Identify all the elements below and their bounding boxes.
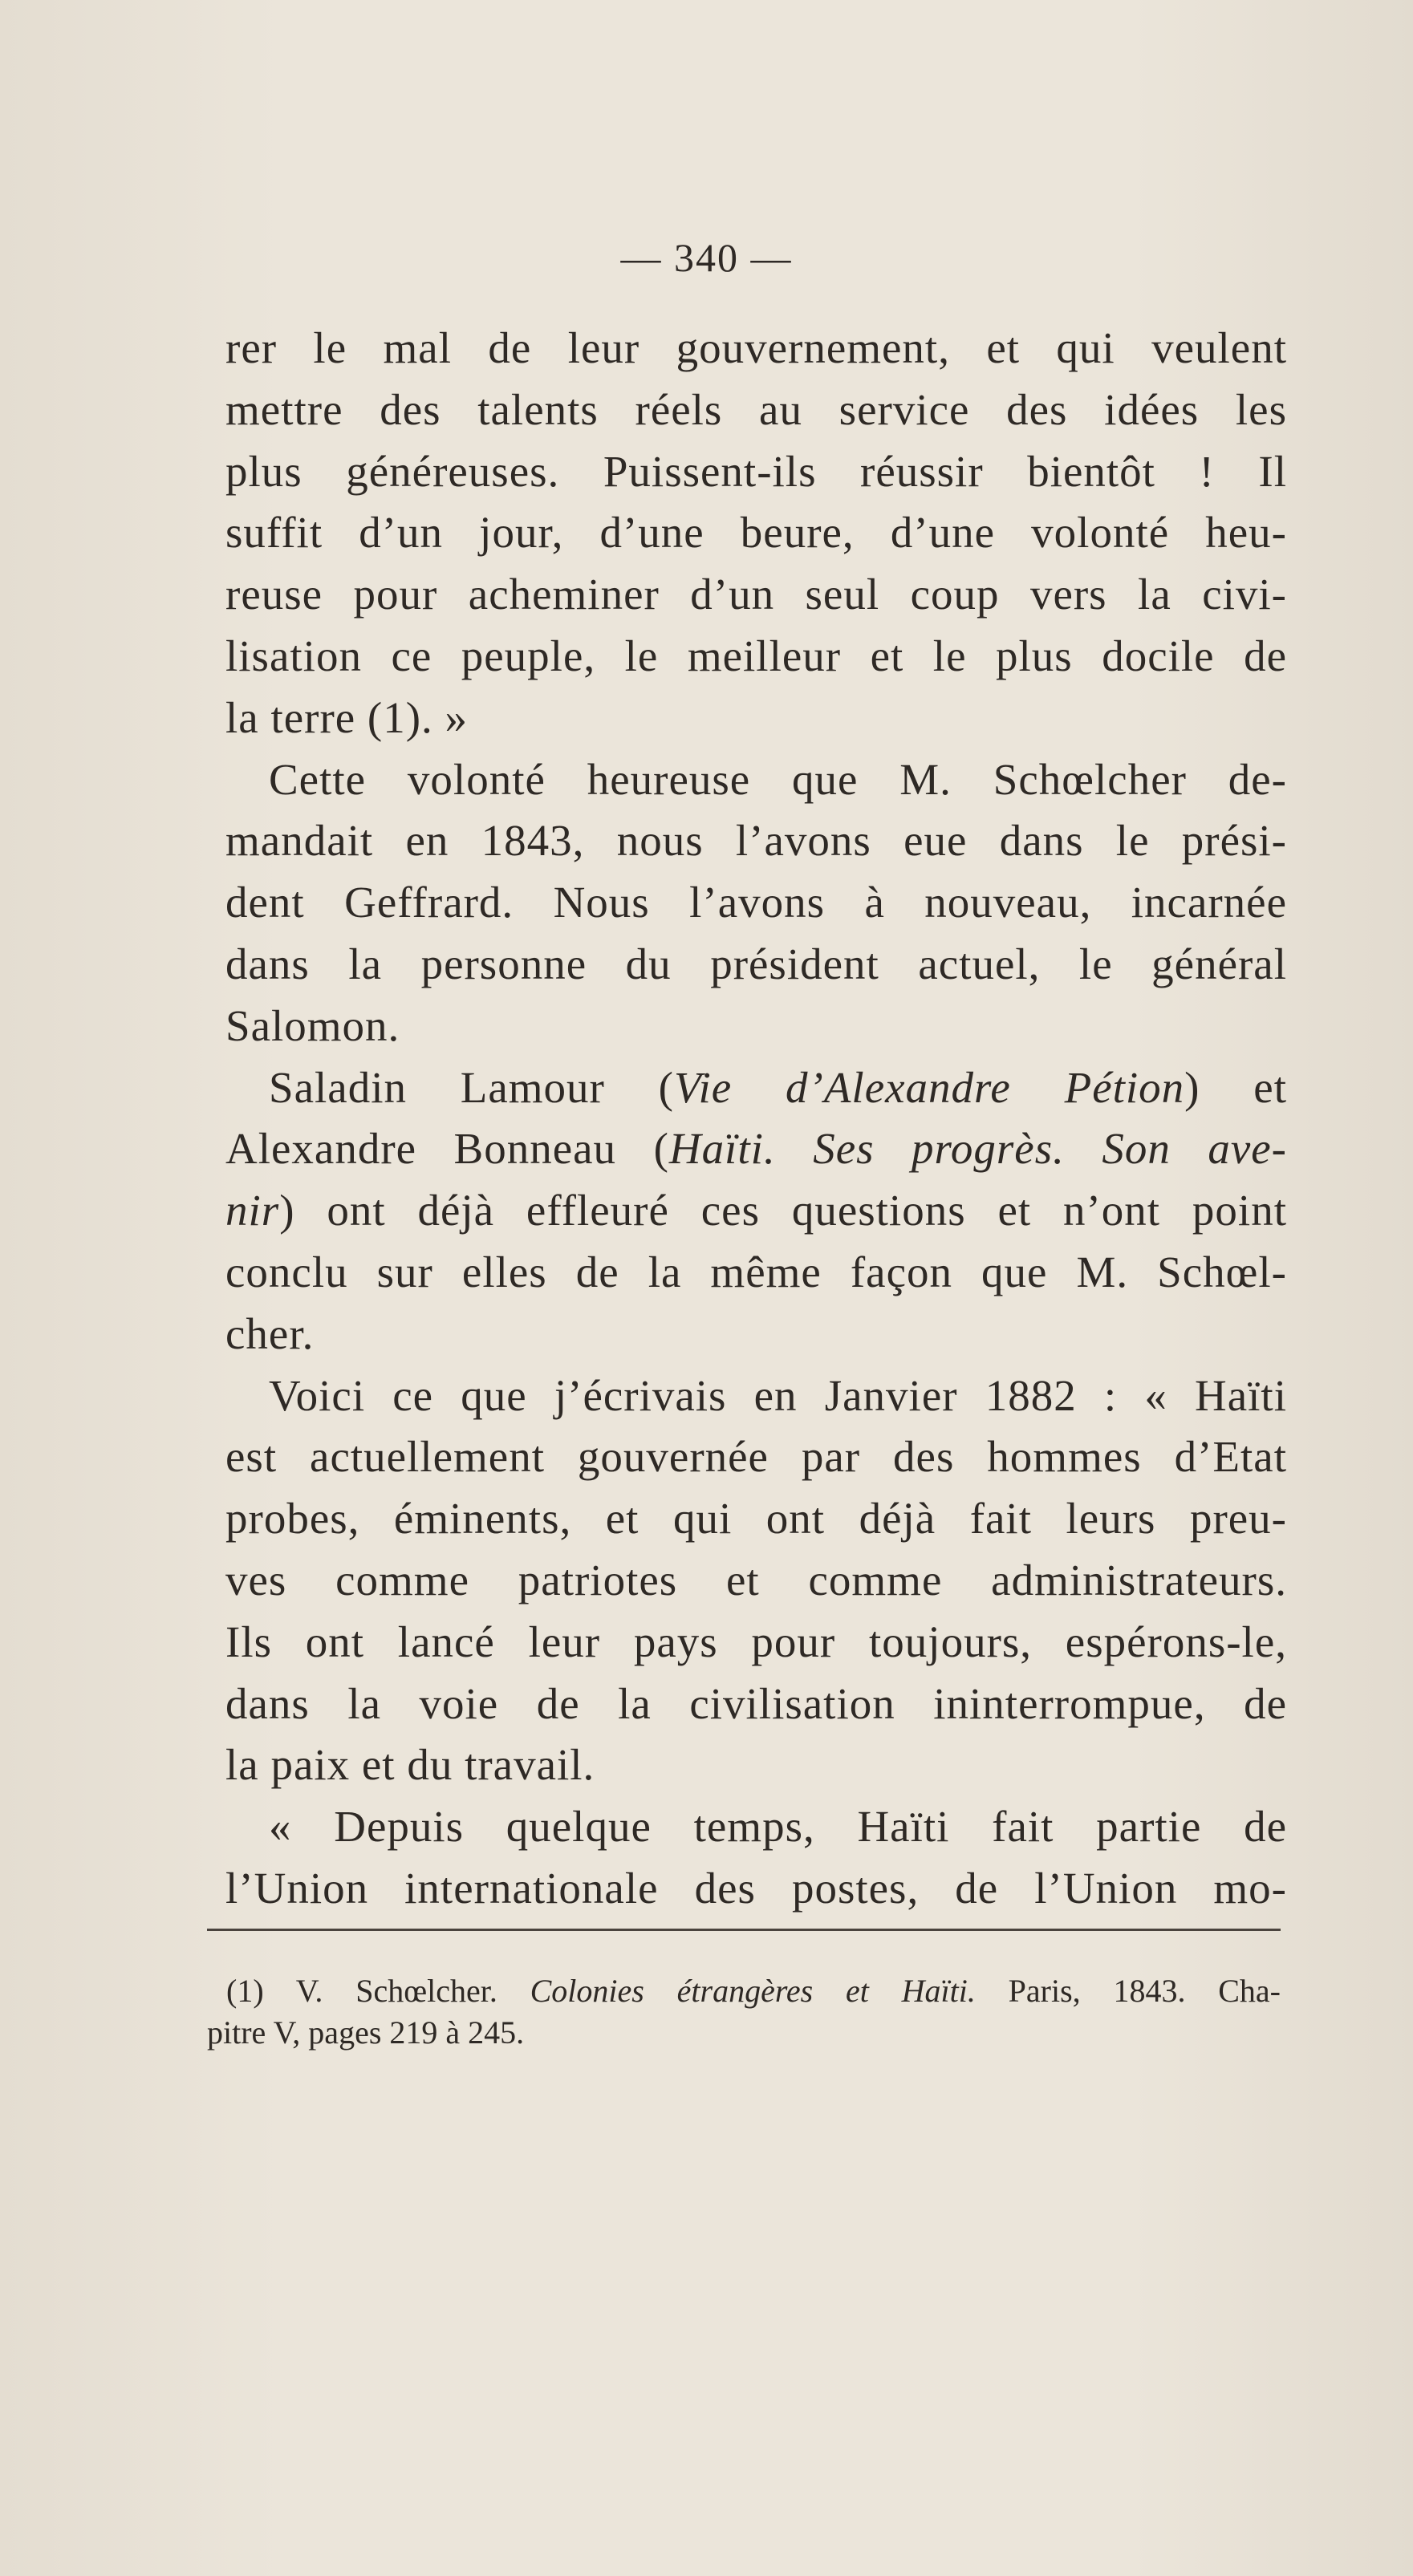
text-line	[225, 810, 1287, 872]
italic-text: Vie d’Alexandre Pétion	[674, 1062, 1185, 1112]
text-line	[225, 1673, 1287, 1735]
text-segment: Voici ce que j’écrivais en Janvier 1882 : « Haïti	[269, 1370, 1287, 1420]
text-segment: l’Union internationale des postes, de l’Union mo-	[225, 1863, 1287, 1913]
text-line	[225, 1550, 1287, 1612]
italic-text: nir	[225, 1186, 280, 1235]
text-line	[225, 1858, 1287, 1920]
text-segment: la terre (1). »	[225, 692, 469, 742]
footnote-rule	[207, 1929, 1281, 1931]
text-line	[225, 1180, 1287, 1242]
text-segment: est actuellement gouvernée par des hommes d’Etat	[225, 1432, 1287, 1482]
text-line	[225, 996, 1287, 1057]
text-line	[225, 318, 1287, 379]
text-segment: cher.	[225, 1308, 315, 1358]
text-line	[225, 379, 1287, 441]
text-segment: reuse pour acheminer d’un seul coup vers la civi-	[225, 570, 1287, 619]
text-segment: Cette volonté heureuse que M. Schœlcher de-	[269, 754, 1287, 804]
text-line	[225, 1365, 1287, 1427]
footnote-line	[207, 1970, 1281, 2012]
text-line	[225, 749, 1287, 811]
text-segment: la paix et du travail.	[225, 1740, 595, 1790]
text-line	[225, 688, 1287, 749]
text-line	[225, 626, 1287, 688]
text-segment: conclu sur elles de la même façon que M. Schœl-	[225, 1247, 1287, 1296]
text-line	[225, 1612, 1287, 1673]
text-line	[225, 564, 1287, 626]
text-segment: Paris, 1843. Cha-	[975, 1973, 1281, 2009]
text-line	[225, 1796, 1287, 1858]
text-segment: dans la personne du président actuel, le général	[225, 939, 1287, 988]
text-segment: suffit d’un jour, d’une beure, d’une volonté heu-	[225, 508, 1287, 558]
footnote-line	[207, 2012, 1281, 2054]
text-segment: « Depuis quelque temps, Haïti fait partie de	[269, 1802, 1287, 1852]
text-line	[225, 1426, 1287, 1488]
text-segment: rer le mal de leur gouvernement, et qui veulent	[225, 323, 1287, 372]
text-line	[225, 1304, 1287, 1365]
text-segment: lisation ce peuple, le meilleur et le plus docile de	[225, 631, 1287, 680]
text-segment: plus généreuses. Puissent-ils réussir bientôt ! Il	[225, 446, 1287, 496]
text-line	[225, 1734, 1287, 1796]
text-segment: mettre des talents réels au service des idées les	[225, 384, 1287, 434]
body-text	[225, 318, 1287, 1920]
text-segment: ) ont déjà effleuré ces questions et n’ont point	[279, 1186, 1287, 1235]
text-line	[225, 1242, 1287, 1304]
text-segment: pitre V, pages 219 à 245.	[207, 2014, 525, 2051]
italic-text: Haïti. Ses progrès. Son ave-	[668, 1124, 1287, 1174]
text-line	[225, 1118, 1287, 1180]
text-line	[225, 872, 1287, 934]
text-line	[225, 934, 1287, 996]
text-line	[225, 441, 1287, 503]
page-number: — 340 —	[620, 235, 793, 280]
text-segment: Salomon.	[225, 1000, 400, 1050]
text-segment: ) et	[1184, 1062, 1287, 1112]
text-segment: dent Geffrard. Nous l’avons à nouveau, incarnée	[225, 878, 1287, 927]
footnote	[207, 1970, 1281, 2054]
text-segment: ves comme patriotes et comme administrateurs.	[225, 1555, 1287, 1604]
text-segment: probes, éminents, et qui ont déjà fait leurs preu-	[225, 1494, 1287, 1544]
text-line	[225, 1488, 1287, 1550]
text-line	[225, 502, 1287, 564]
text-line	[225, 1057, 1287, 1119]
text-segment: Ils ont lancé leur pays pour toujours, espérons-le,	[225, 1617, 1287, 1666]
text-segment: Saladin Lamour (	[269, 1062, 674, 1112]
text-segment: Alexandre Bonneau (	[225, 1124, 669, 1174]
text-segment: (1) V. Schœlcher.	[226, 1973, 530, 2009]
italic-text: Colonies étrangères et Haïti.	[530, 1973, 976, 2009]
text-segment: dans la voie de la civilisation ininterrompue, de	[225, 1678, 1287, 1728]
text-segment: mandait en 1843, nous l’avons eue dans le prési-	[225, 816, 1287, 866]
